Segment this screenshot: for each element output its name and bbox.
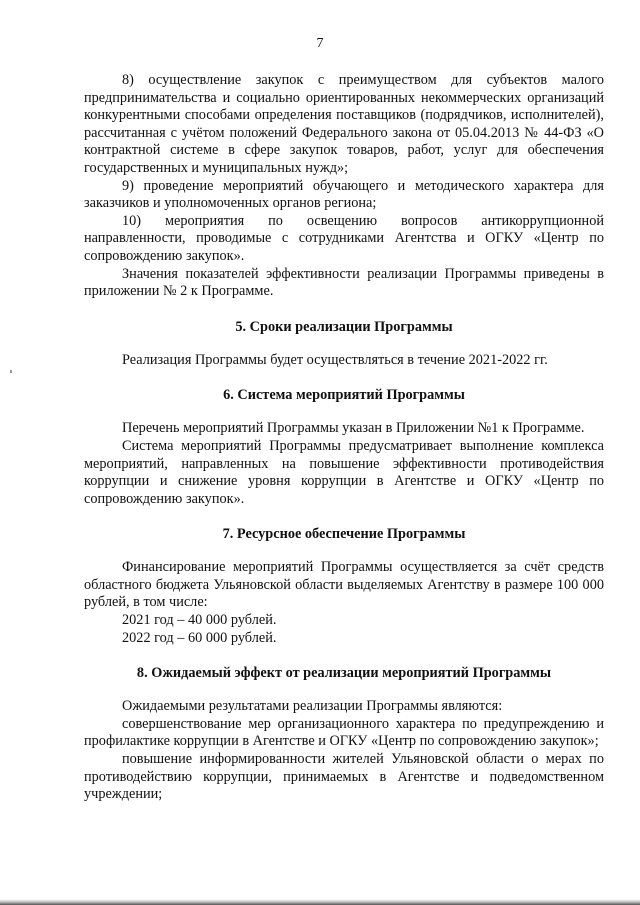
document-body: [84, 72, 604, 804]
section-6-paragraph-1: Перечень мероприятий Программы указан в Приложении №1 к Программе.: [122, 420, 585, 437]
section-8-paragraph-1: Ожидаемыми результатами реализации Программы являются:: [122, 698, 503, 715]
list-item-10: 10) мероприятия по освещению вопросов антикоррупционной направленности, проводимые с сотрудниками Агентства и ОГКУ «Центр по сопровождению закупок».: [84, 212, 604, 264]
section-7-paragraph-1: Финансирование мероприятий Программы осуществляется за счёт средств областного бюджета Ульяновской области выделяемых Агентству в размере 100 000 рублей, в том числе:: [84, 559, 604, 611]
section-5-text: Реализация Программы будет осуществляться в течение 2021-2022 гг.: [122, 351, 548, 368]
section-6-heading: 6. Система мероприятий Программы: [223, 387, 465, 404]
section-5-heading: 5. Сроки реализации Программы: [235, 318, 453, 335]
section-8-paragraph-2: совершенствование мер организационного характера по предупреждению и профилактике коррупции в Агентстве и ОГКУ «Центр по сопровождению закупок»;: [84, 715, 604, 750]
section-7-heading: 7. Ресурсное обеспечение Программы: [222, 526, 466, 543]
section-6-paragraph-2: Система мероприятий Программы предусматривает выполнение комплекса мероприятий, направленных на повышение эффективности противодействия коррупции и снижение уровня коррупции в Агентстве и ОГКУ «Центр по сопровождению закупок».: [84, 437, 604, 507]
list-item-9: 9) проведение мероприятий обучающего и методического характера для заказчиков и уполномоченных органов региона;: [84, 177, 604, 212]
scan-bottom-edge: [0, 899, 640, 905]
section-8-heading: 8. Ожидаемый эффект от реализации мероприятий Программы: [136, 665, 552, 682]
section-8-paragraph-3: повышение информированности жителей Ульяновской области о мерах по противодействию коррупции, принимаемых в Агентстве и подведомственном учреждении;: [84, 751, 604, 803]
page-number: 7: [316, 36, 324, 51]
scan-artifact: [10, 370, 12, 373]
section-7-year-2021: 2021 год – 40 000 рублей.: [122, 612, 277, 629]
indicators-paragraph: Значения показателей эффективности реализации Программы приведены в приложении № 2 к Программе.: [84, 265, 604, 300]
section-7-year-2022: 2022 год – 60 000 рублей.: [122, 629, 277, 646]
list-item-8: 8) осуществление закупок с преимуществом для субъектов малого предпринимательства и социально ориентированных некоммерческих организаций конкурентными способами определения поставщиков (подрядчиков, исполнителей), рассчитанная с учётом положений Федерального закона от 05.04.2013 № 44-ФЗ «О контрактной системе в сфере закупок товаров, работ, услуг для обеспечения государственных и муниципальных нужд»;: [84, 72, 604, 176]
